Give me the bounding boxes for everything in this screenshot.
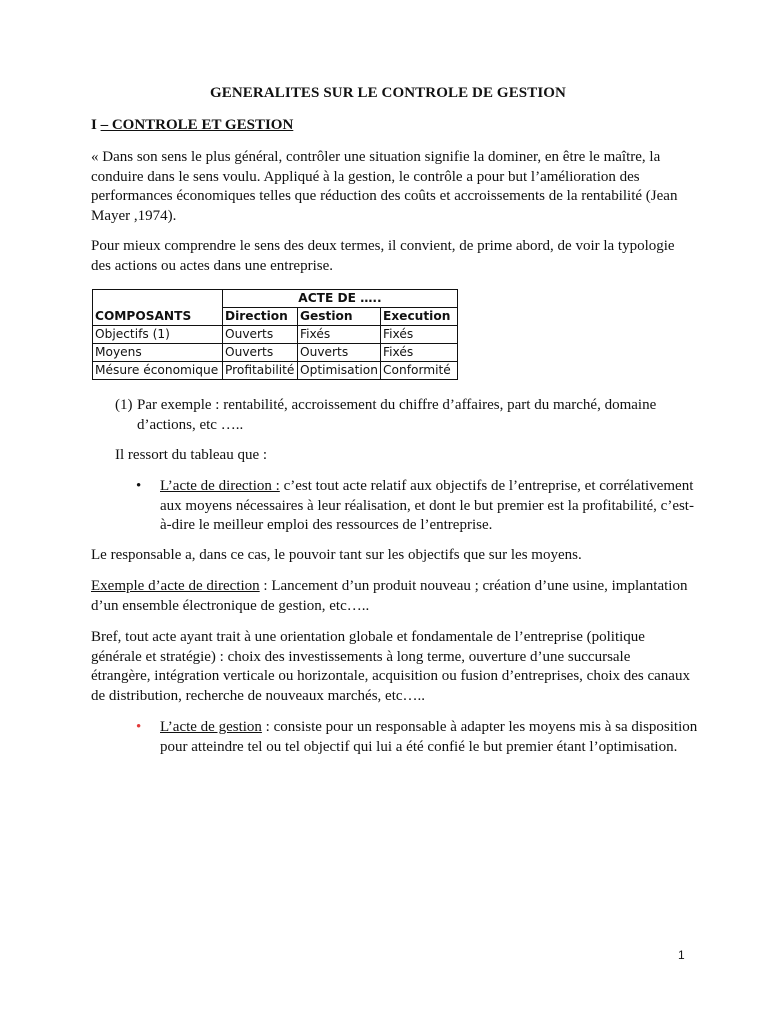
- table-cell: Ouverts: [223, 344, 298, 362]
- table-cell: Optimisation: [298, 362, 381, 380]
- bullet-icon: •: [136, 719, 142, 735]
- paragraph-bref: Bref, tout acte ayant trait à une orientation globale et fondamentale de l’entreprise (politique générale et stratégie) : choix des investissements à long terme, ouverture d’une succursale étrangère, intégration verticale ou horizontale, acquisition ou fusion d’entreprises, choix des canaux de distribution, recherche de nouveaux marchés, etc…..: [91, 629, 690, 704]
- exemple-text: : Lancement d’un produit nouveau ; création d’une usine, implantation d’un ensemble électronique de gestion, etc…..: [91, 578, 688, 614]
- bullet-acte-direction: [136, 477, 700, 536]
- paragraph-exemple: [91, 577, 691, 616]
- table-cell: Moyens: [93, 344, 223, 362]
- bullet-acte-gestion: [136, 718, 700, 757]
- bullet-label: L’acte de direction :: [160, 478, 280, 494]
- table-header: Direction: [223, 308, 298, 326]
- paragraph-definition: « Dans son sens le plus général, contrôler une situation signifie la dominer, en être le maître, la conduire dans le sens voulu. Appliqué à la gestion, le contrôle a pour but l’amélioration des performances économiques telles que réduction des coûts et accroissements de la rentabilité (Jean Mayer ,1974).: [91, 149, 678, 224]
- table-cell: Conformité: [381, 362, 458, 380]
- page-number: 1: [678, 948, 685, 962]
- table-cell: Mésure économique: [93, 362, 223, 380]
- section-heading-prefix: I: [91, 117, 101, 133]
- section-heading: [91, 117, 293, 134]
- paragraph-table-conclusion: Il ressort du tableau que :: [115, 447, 268, 463]
- table-cell: Ouverts: [298, 344, 381, 362]
- table-row: [93, 308, 458, 326]
- table-cell: Ouverts: [223, 326, 298, 344]
- footnote-text: Par exemple : rentabilité, accroissement du chiffre d’affaires, part du marché, domaine d’actions, etc …..: [137, 397, 657, 433]
- table-cell: Fixés: [381, 326, 458, 344]
- bullet-icon: •: [136, 478, 142, 494]
- table-header: Gestion: [298, 308, 381, 326]
- table-cell: Profitabilité: [223, 362, 298, 380]
- table-header: Execution: [381, 308, 458, 326]
- paragraph-responsable: Le responsable a, dans ce cas, le pouvoir tant sur les objectifs que sur les moyens.: [91, 547, 582, 563]
- table-row: [93, 290, 458, 308]
- table-cell: Objectifs (1): [93, 326, 223, 344]
- exemple-label: Exemple d’acte de direction: [91, 578, 260, 594]
- table-row: [93, 326, 458, 344]
- section-heading-label: – CONTROLE ET GESTION: [100, 117, 294, 133]
- table-header: COMPOSANTS: [93, 308, 223, 326]
- acts-table: [92, 289, 458, 380]
- table-cell: [93, 290, 223, 308]
- document-title: GENERALITES SUR LE CONTROLE DE GESTION: [210, 85, 566, 101]
- paragraph-intro-table: Pour mieux comprendre le sens des deux termes, il convient, de prime abord, de voir la typologie des actions ou actes dans une entreprise.: [91, 238, 675, 274]
- table-row: [93, 344, 458, 362]
- bullet-text: c’est tout acte relatif aux objectifs de l’entreprise, et corrélativement aux moyens nécessaires à leur réalisation, et dont le but premier est la profitabilité, c’est-à-dire le meilleur emploi des ressources de l’entreprise.: [160, 478, 694, 533]
- table-group-header: ACTE DE …..: [223, 290, 458, 308]
- table-footnote: [115, 396, 690, 435]
- bullet-label: L’acte de gestion: [160, 719, 262, 735]
- footnote-number: (1): [115, 397, 133, 413]
- table-cell: Fixés: [381, 344, 458, 362]
- bullet-text: : consiste pour un responsable à adapter les moyens mis à sa disposition pour atteindre tel ou tel objectif qui lui a été confié le but premier étant l’optimisation.: [160, 719, 698, 755]
- table-row: [93, 362, 458, 380]
- table-cell: Fixés: [298, 326, 381, 344]
